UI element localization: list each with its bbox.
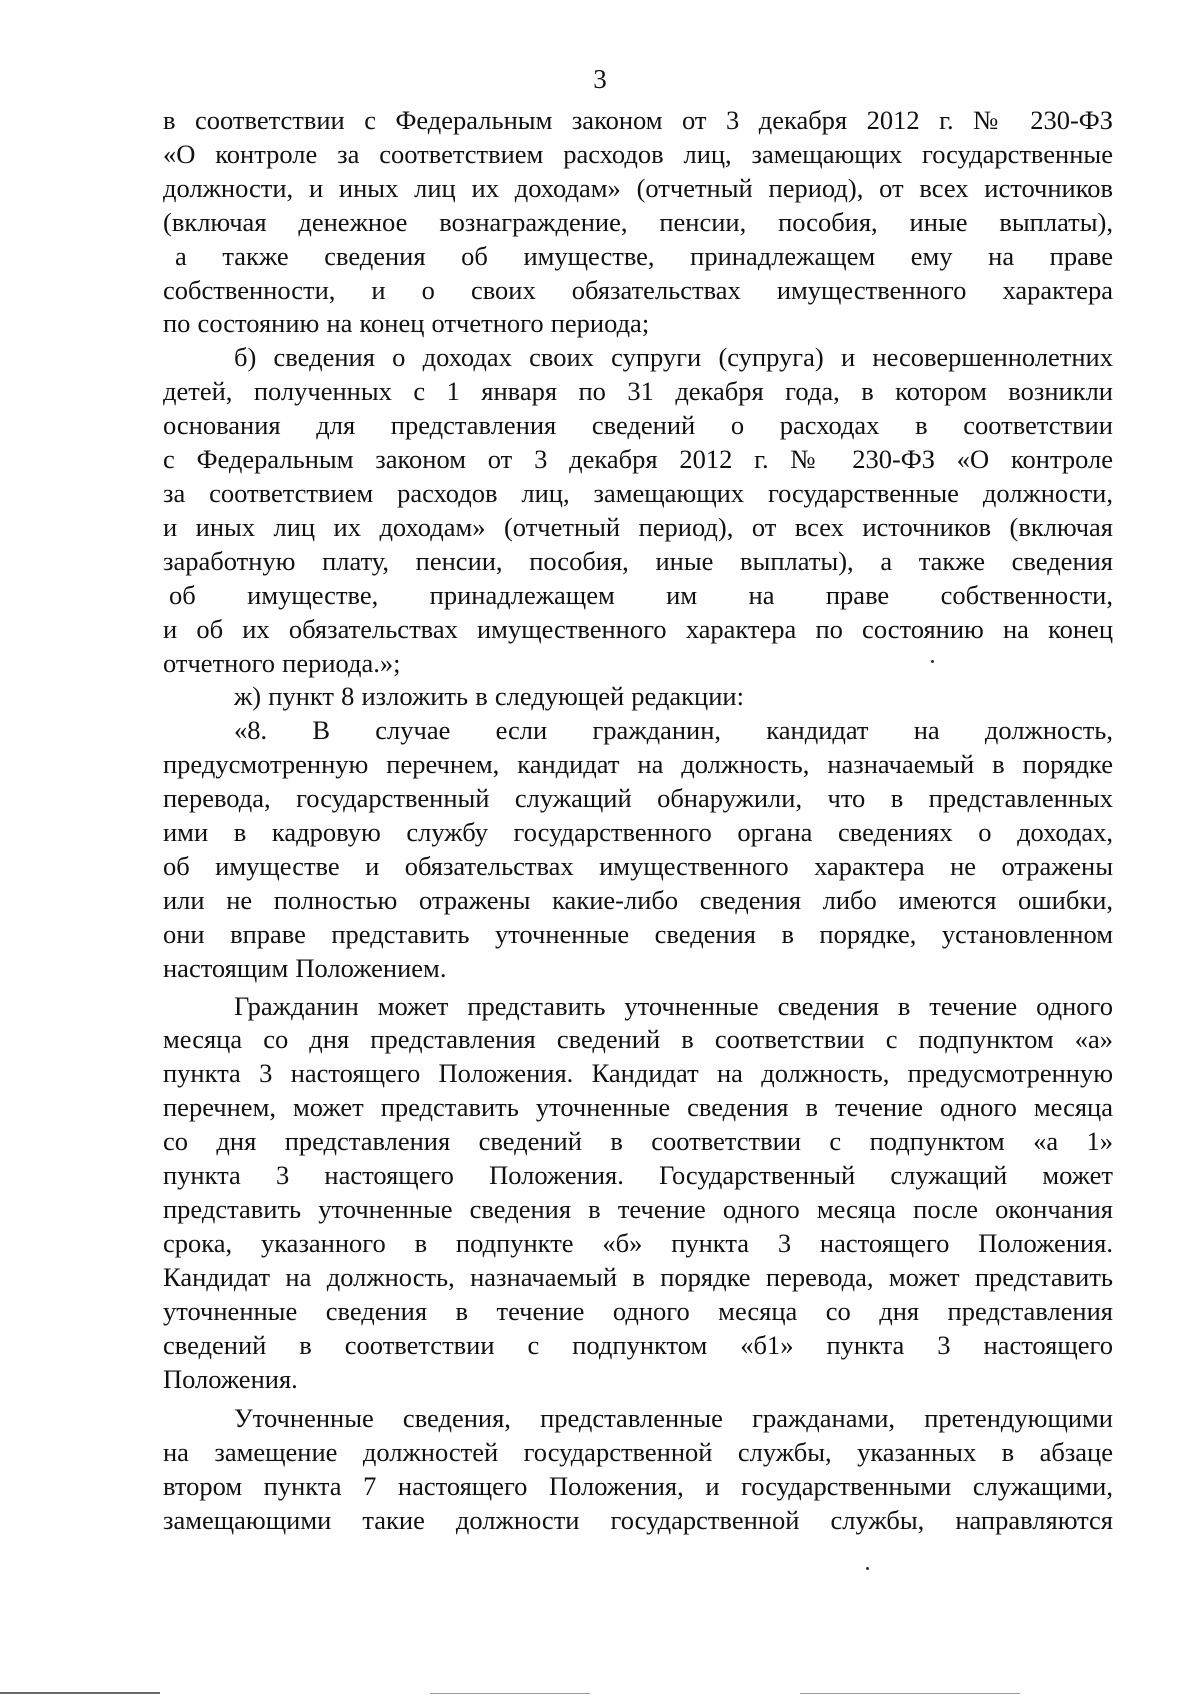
text-line: перевода, государственный служащий обнаружили, что в представленных: [163, 783, 1113, 814]
text-line: за соответствием расходов лиц, замещающих государственные должности,: [163, 477, 1113, 508]
text-line: и иных лиц их доходам» (отчетный период), от всех источников (включая: [163, 511, 1113, 542]
text-line: в соответствии с Федеральным законом от 3 декабря 2012 г. № 230-ФЗ: [163, 105, 1113, 135]
text-line: об имуществе, принадлежащем им на праве собственности,: [169, 579, 1113, 610]
text-line: отчетного периода.»;: [163, 647, 401, 678]
text-line: представить уточненные сведения в течение одного месяца после окончания: [163, 1194, 1113, 1224]
text-line: Кандидат на должность, назначаемый в порядке перевода, может представить: [163, 1261, 1113, 1292]
text-line: Положения.: [163, 1363, 298, 1394]
text-line: ж) пункт 8 изложить в следующей редакции:: [234, 681, 744, 712]
page-number: 3: [593, 64, 607, 94]
scan-edge-mark: [800, 1693, 1020, 1694]
text-line: а также сведения об имуществе, принадлежащем ему на праве: [175, 240, 1113, 271]
text-line: со дня представления сведений в соответствии с подпунктом «а 1»: [163, 1126, 1113, 1157]
text-line: уточненные сведения в течение одного месяца со дня представления: [163, 1295, 1113, 1326]
text-line: детей, полученных с 1 января по 31 декабря года, в котором возникли: [163, 376, 1113, 407]
text-line: срока, указанного в подпункте «б» пункта 3 настоящего Положения.: [163, 1227, 1113, 1258]
text-line: они вправе представить уточненные сведения в порядке, установленном: [163, 918, 1113, 949]
text-line: б) сведения о доходах своих супруги (супруга) и несовершеннолетних: [234, 342, 1113, 373]
scan-speck: [931, 660, 934, 663]
text-line: с Федеральным законом от 3 декабря 2012 г. № 230-ФЗ «О контроле: [163, 444, 1113, 475]
text-line: основания для представления сведений о расходах в соответствии: [163, 410, 1113, 441]
text-line: «О контроле за соответствием расходов лиц, замещающих государственные: [163, 138, 1113, 169]
document-body: [163, 104, 1113, 1538]
text-line: собственности, и о своих обязательствах имущественного характера: [163, 274, 1113, 305]
text-line: перечнем, может представить уточненные сведения в течение одного месяца: [163, 1092, 1113, 1123]
text-line: Уточненные сведения, представленные гражданами, претендующими: [234, 1403, 1113, 1434]
text-line: должности, и иных лиц их доходам» (отчетный период), от всех источников: [163, 172, 1113, 203]
text-line: сведений в соответствии с подпунктом «б1» пункта 3 настоящего: [163, 1329, 1113, 1360]
text-line: Гражданин может представить уточненные сведения в течение одного: [234, 990, 1113, 1021]
text-line: «8. В случае если гражданин, кандидат на должность,: [234, 715, 1113, 746]
text-line: и об их обязательствах имущественного характера по состоянию на конец: [163, 613, 1113, 644]
text-line: замещающими такие должности государственной службы, направляются: [163, 1505, 1113, 1536]
text-line: заработную плату, пенсии, пособия, иные выплаты), а также сведения: [163, 545, 1113, 576]
scan-speck: [866, 1567, 869, 1570]
text-line: втором пункта 7 настоящего Положения, и государственными служащими,: [163, 1471, 1113, 1502]
text-line: предусмотренную перечнем, кандидат на должность, назначаемый в порядке: [163, 749, 1113, 780]
text-line: на замещение должностей государственной службы, указанных в абзаце: [163, 1437, 1113, 1468]
text-line: настоящим Положением.: [163, 952, 447, 983]
text-line: (включая денежное вознаграждение, пенсии, пособия, иные выплаты),: [163, 206, 1113, 237]
scan-edge-mark: [430, 1693, 590, 1694]
text-line: ими в кадровую службу государственного органа сведениях о доходах,: [163, 817, 1113, 848]
text-line: по состоянию на конец отчетного периода;: [163, 308, 650, 339]
text-line: об имуществе и обязательствах имущественного характера не отражены: [163, 850, 1113, 881]
text-line: или не полностью отражены какие-либо сведения либо имеются ошибки,: [163, 884, 1113, 915]
text-line: месяца со дня представления сведений в соответствии с подпунктом «а»: [163, 1024, 1113, 1055]
text-line: пункта 3 настоящего Положения. Кандидат на должность, предусмотренную: [163, 1058, 1113, 1089]
text-line: пункта 3 настоящего Положения. Государственный служащий может: [163, 1160, 1113, 1191]
scan-edge-mark: [0, 1692, 160, 1694]
